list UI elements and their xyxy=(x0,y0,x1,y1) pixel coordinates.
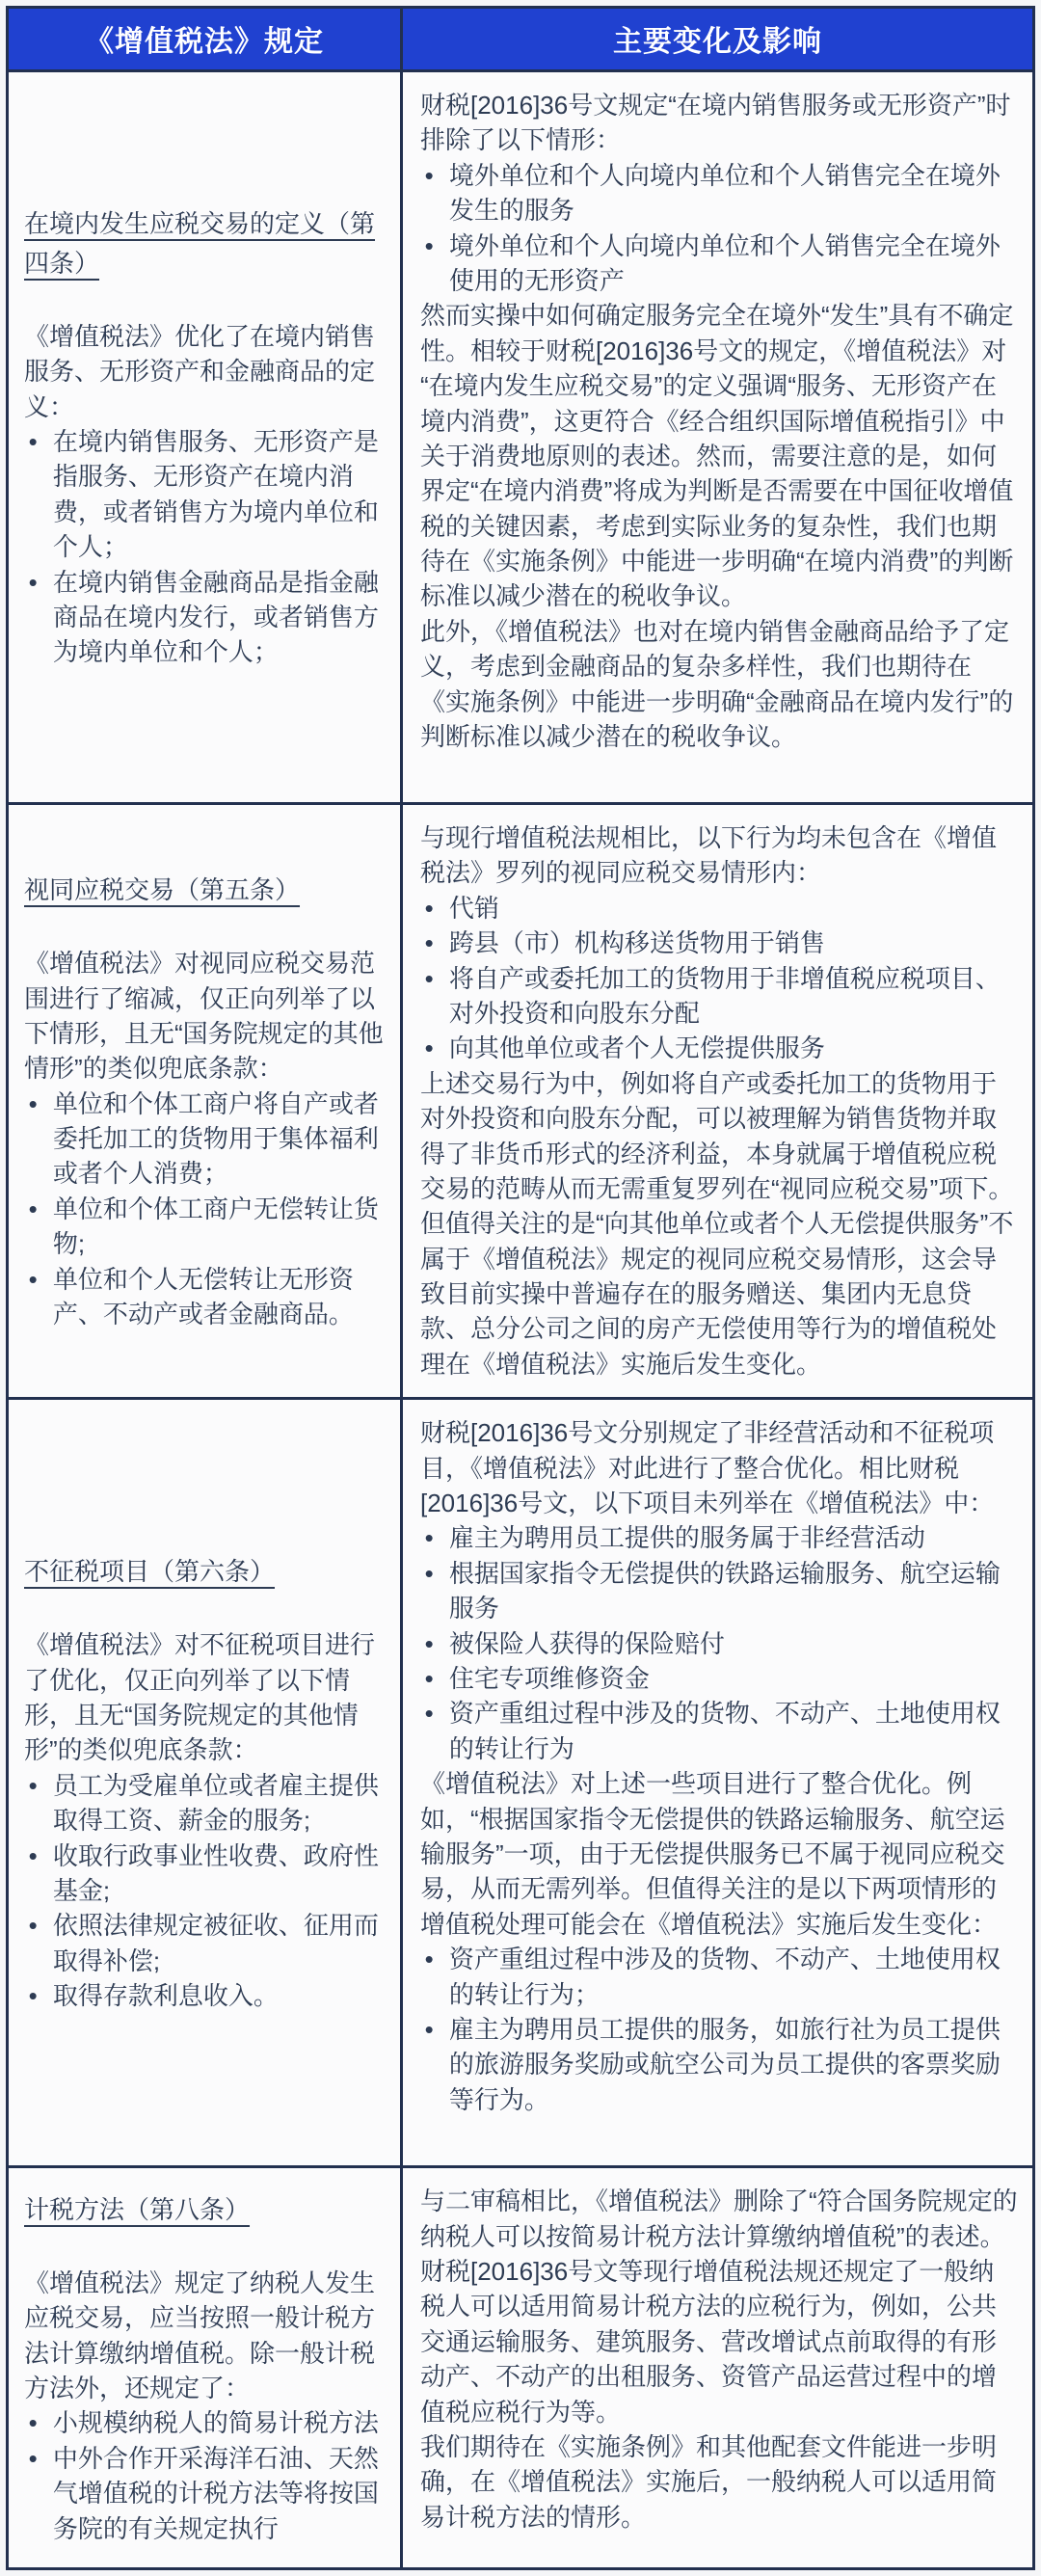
paragraph: 《增值税法》对上述一些项目进行了整合优化。例如，“根据国家指令无偿提供的铁路运输服务、航空运输服务”一项，由于无偿提供服务已不属于视同应税交易，从而无需列举。但值得关注的是以下两项情形的增值税处理可能会在《增值税法》实施后发生变化： xyxy=(420,1769,1005,1939)
bullet-item: • 资产重组过程中涉及的货物、不动产、土地使用权的转让行为 xyxy=(420,1696,1019,1766)
paragraph: 《增值税法》规定了纳税人发生应税交易，应当按照一般计税方法计算缴纳增值税。除一般计税方法外，还规定了： xyxy=(24,2267,376,2402)
bullet-item: • 中外合作开采海洋石油、天然气增值税的计税方法等将按国务院的有关规定执行 xyxy=(24,2441,388,2546)
bullet-item: • 单位和个体工商户无偿转让货物; xyxy=(24,1192,388,1262)
bullet-item: • 收取行政事业性收费、政府性基金; xyxy=(24,1838,388,1909)
paragraph: 我们期待在《实施条例》和其他配套文件能进一步明确，在《增值税法》实施后，一般纳税人可以适用简易计税方法的情形。 xyxy=(420,2431,998,2532)
bullet-item: • 在境内销售服务、无形资产是指服务、无形资产在境内消费，或者销售方为境内单位和个人； xyxy=(24,424,388,565)
bullet-item: • 雇主为聘用员工提供的服务，如旅行社为员工提供的旅游服务奖励或航空公司为员工提供的客票奖励等行为。 xyxy=(420,2012,1019,2117)
right-cell-row-4 xyxy=(403,2168,1032,2567)
paragraph: 财税[2016]36号文规定“在境内销售服务或无形资产”时排除了以下情形： xyxy=(420,91,1011,155)
paragraph: 《增值税法》优化了在境内销售服务、无形资产和金融商品的定义： xyxy=(24,321,376,421)
bullet-item: • 员工为受雇单位或者雇主提供取得工资、薪金的服务; xyxy=(24,1768,388,1838)
table-row-1 xyxy=(9,72,1032,805)
bullet-item: • 雇主为聘用员工提供的服务属于非经营活动 xyxy=(420,1520,1019,1555)
row-heading: 视同应税交易（第五条） xyxy=(24,874,301,904)
bullet-item: • 被保险人获得的保险赔付 xyxy=(420,1626,1019,1661)
bullet-item: • 境外单位和个人向境内单位和个人销售完全在境外使用的无形资产 xyxy=(420,228,1019,299)
column-header-vat-law-provision: 《增值税法》规定 xyxy=(9,9,403,69)
row-heading: 不征税项目（第六条） xyxy=(24,1556,276,1586)
bullet-item: • 代销 xyxy=(420,891,1019,926)
paragraph: 上述交易行为中，例如将自产或委托加工的货物用于对外投资和向股东分配，可以被理解为销售货物并取得了非货币形式的经济利益，本身就属于增值税应税交易的范畴从而无需重复罗列在“视同应税交易”项下。但值得关注的是“向其他单位或者个人无偿提供服务”不属于《增值税法》规定的视同应税交易情形，这会导致目前实操中普遍存在的服务赠送、集团内无息贷款、总分公司之间的房产无偿使用等行为的增值税处理在《增值税法》实施后发生变化。 xyxy=(420,1068,1014,1379)
table-header-row xyxy=(9,9,1032,72)
paragraph: 然而实操中如何确定服务完全在境外“发生”具有不确定性。相较于财税[2016]36号文的规定，《增值税法》对“在境内发生应税交易”的定义强调“服务、无形资产在境内消费”，这更符合《经合组织国际增值税指引》中关于消费地原则的表述。然而，需要注意的是，如何界定“在境内消费”将成为判断是否需要在中国征收增值税的关键因素，考虑到实际业务的复杂性，我们也期待在《实施条例》中能进一步明确“在境内消费”的判断标准以减少潜在的税收争议。 xyxy=(420,301,1014,611)
bullet-item: • 将自产或委托加工的货物用于非增值税应税项目、对外投资和向股东分配 xyxy=(420,961,1019,1032)
table-row-2 xyxy=(9,805,1032,1400)
left-cell-row-2 xyxy=(9,805,403,1397)
table-row-4 xyxy=(9,2168,1032,2567)
paragraph: 财税[2016]36号文分别规定了非经营活动和不征税项目，《增值税法》对此进行了整合优化。相比财税[2016]36号文，以下项目未列举在《增值税法》中： xyxy=(420,1418,995,1518)
left-cell-row-3 xyxy=(9,1400,403,2165)
bullet-item: • 住宅专项维修资金 xyxy=(420,1661,1019,1696)
bullet-item: • 单位和个体工商户将自产或者委托加工的货物用于集体福利或者个人消费； xyxy=(24,1087,388,1192)
bullet-item: • 在境内销售金融商品是指金融商品在境内发行，或者销售方为境内单位和个人； xyxy=(24,565,388,670)
bullet-item: • 向其他单位或者个人无偿提供服务 xyxy=(420,1031,1019,1065)
bullet-item: • 小规模纳税人的简易计税方法 xyxy=(24,2405,388,2440)
bullet-item: • 取得存款利息收入。 xyxy=(24,1978,388,2013)
paragraph: 与二审稿相比，《增值税法》删除了“符合国务院规定的纳税人可以按简易计税方法计算缴纳增值税”的表述。财税[2016]36号文等现行增值税法规还规定了一般纳税人可以适用简易计税方法的应税行为，例如，公共交通运输服务、建筑服务、营改增试点前取得的有形动产、不动产的出租服务、资管产品运营过程中的增值税应税行为等。 xyxy=(420,2187,1018,2427)
bullet-item: • 依照法律规定被征收、征用而取得补偿; xyxy=(24,1908,388,1978)
paragraph: 《增值税法》对视同应税交易范围进行了缩减，仅正向列举了以下情形，且无“国务院规定的其他情形”的类似兜底条款： xyxy=(24,949,384,1084)
left-cell-row-4 xyxy=(9,2168,403,2567)
bullet-item: • 资产重组过程中涉及的货物、不动产、土地使用权的转让行为； xyxy=(420,1942,1019,2012)
bullet-item: • 根据国家指令无偿提供的铁路运输服务、航空运输服务 xyxy=(420,1556,1019,1626)
right-cell-row-3 xyxy=(403,1400,1032,2165)
bullet-item: • 跨县（市）机构移送货物用于销售 xyxy=(420,926,1019,960)
row-heading: 计税方法（第八条） xyxy=(24,2194,251,2224)
bullet-item: • 单位和个人无偿转让无形资产、不动产或者金融商品。 xyxy=(24,1262,388,1332)
table-row-3 xyxy=(9,1400,1032,2168)
right-cell-row-1 xyxy=(403,72,1032,802)
paragraph: 《增值税法》对不征税项目进行了优化，仅正向列举了以下情形，且无“国务院规定的其他情形”的类似兜底条款： xyxy=(24,1630,376,1765)
left-cell-row-1 xyxy=(9,72,403,802)
paragraph: 此外，《增值税法》也对在境内销售金融商品给予了定义，考虑到金融商品的复杂多样性，我们也期待在《实施条例》中能进一步明确“金融商品在境内发行”的判断标准以减少潜在的税收争议。 xyxy=(420,616,1014,752)
paragraph: 与现行增值税法规相比，以下行为均未包含在《增值税法》罗列的视同应税交易情形内： xyxy=(420,823,998,888)
table-body xyxy=(9,72,1032,2567)
right-cell-row-2 xyxy=(403,805,1032,1397)
row-heading: 在境内发生应税交易的定义（第四条） xyxy=(24,209,376,278)
bullet-item: • 境外单位和个人向境内单位和个人销售完全在境外发生的服务 xyxy=(420,158,1019,228)
column-header-main-changes: 主要变化及影响 xyxy=(403,9,1032,69)
vat-law-comparison-table xyxy=(6,6,1035,2570)
